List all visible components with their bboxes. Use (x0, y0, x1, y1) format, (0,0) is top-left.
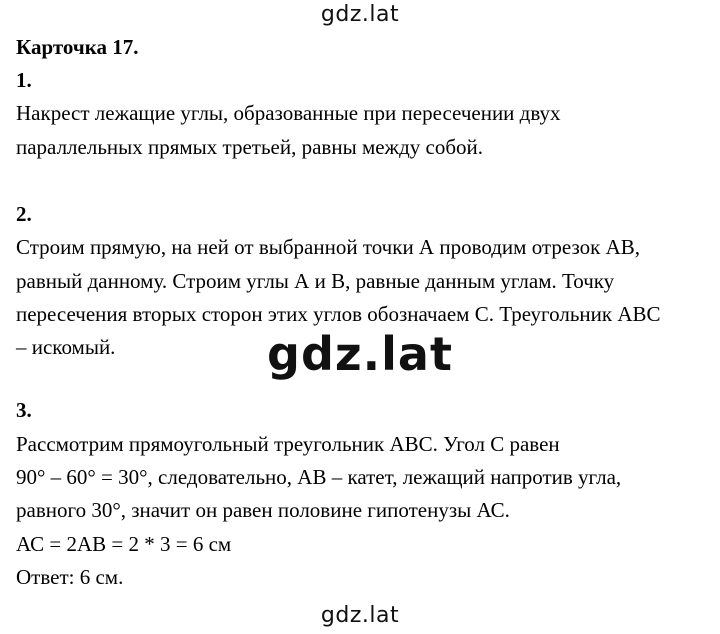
section-2-line-1: Строим прямую, на ней от выбранной точки А проводим отрезок АВ, (16, 235, 640, 259)
section-3-line-4: АС = 2АВ = 2 * 3 = 6 см (16, 532, 232, 556)
section-1-number: 1. (16, 68, 32, 92)
section-3-line-2: 90° – 60° = 30°, следовательно, АВ – катет, лежащий напротив угла, (16, 465, 622, 489)
section-3-line-3: равного 30°, значит он равен половине гипотенузы АС. (16, 498, 510, 522)
watermark-middle: gdz.lat (267, 327, 453, 381)
section-2-line-3: пересечения вторых сторон этих углов обозначаем С. Треугольник АВС (16, 302, 661, 326)
section-2-line-2: равный данному. Строим углы А и В, равные данным углам. Точку (16, 269, 615, 293)
section-2-number: 2. (16, 202, 32, 226)
section-1-line-1: Накрест лежащие углы, образованные при пересечении двух (16, 101, 561, 125)
watermark-top: gdz.lat (320, 2, 400, 27)
section-3-answer: Ответ: 6 см. (16, 565, 124, 589)
watermark-bottom: gdz.lat (320, 603, 400, 628)
section-2-line-4: – искомый. (16, 335, 116, 359)
section-3-number: 3. (16, 398, 32, 422)
section-1-line-2: параллельных прямых третьей, равны между собой. (16, 135, 483, 159)
card-title: Карточка 17. (16, 35, 139, 59)
section-3-line-1: Рассмотрим прямоугольный треугольник АВС. Угол С равен (16, 432, 560, 456)
